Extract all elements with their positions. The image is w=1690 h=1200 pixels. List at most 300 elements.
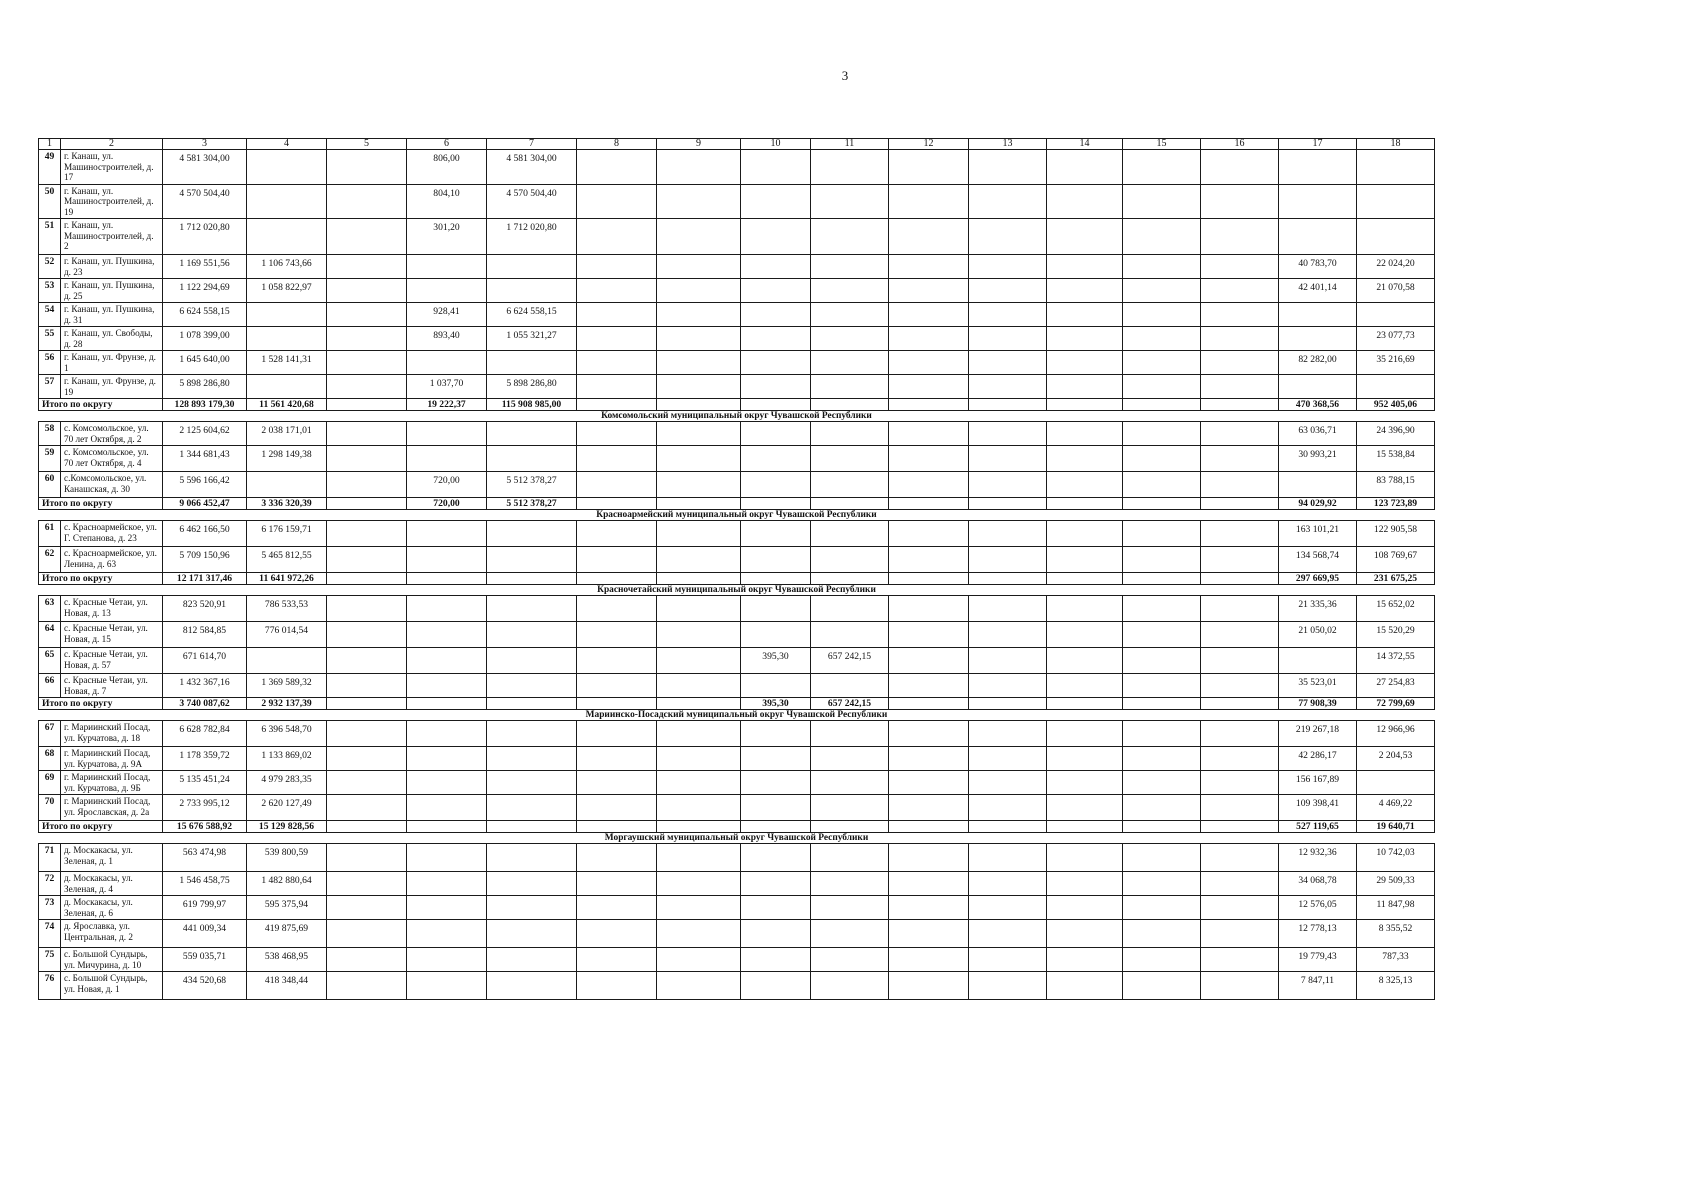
value-cell-col-16	[1201, 351, 1279, 375]
value-cell-col-6	[407, 596, 487, 622]
total-cell-col-5	[327, 498, 407, 510]
value-cell-col-11	[811, 375, 889, 399]
value-cell-col-6	[407, 521, 487, 547]
value-cell-col-6	[407, 422, 487, 446]
total-cell-col-13	[969, 698, 1047, 710]
address-cell: г. Канаш, ул. Свободы, д. 28	[61, 327, 163, 351]
total-cell-col-5	[327, 821, 407, 833]
row-number: 63	[39, 596, 61, 622]
total-cell-col-10	[741, 399, 811, 411]
value-cell-col-11	[811, 351, 889, 375]
total-cell-col-8	[577, 573, 657, 585]
value-cell-col-16	[1201, 547, 1279, 573]
address-cell: г. Мариинский Посад, ул. Курчатова, д. 18	[61, 721, 163, 747]
value-cell-col-3: 6 624 558,15	[163, 303, 247, 327]
value-cell-col-4: 1 133 869,02	[247, 747, 327, 771]
column-number: 13	[969, 139, 1047, 150]
value-cell-col-18: 29 509,33	[1357, 872, 1435, 896]
value-cell-col-17: 156 167,89	[1279, 771, 1357, 795]
value-cell-col-18: 8 355,52	[1357, 920, 1435, 948]
value-cell-col-6: 720,00	[407, 472, 487, 498]
value-cell-col-7	[487, 351, 577, 375]
row-number: 58	[39, 422, 61, 446]
address-cell: с. Комсомольское, ул. 70 лет Октября, д. 2	[61, 422, 163, 446]
value-cell-col-7	[487, 844, 577, 872]
address-cell: г. Канаш, ул. Машиностроителей, д. 17	[61, 150, 163, 185]
value-cell-col-11: 657 242,15	[811, 648, 889, 674]
value-cell-col-4: 539 800,59	[247, 844, 327, 872]
row-number: 64	[39, 622, 61, 648]
value-cell-col-16	[1201, 872, 1279, 896]
total-cell-col-8	[577, 821, 657, 833]
value-cell-col-10	[741, 472, 811, 498]
table-row	[39, 303, 1435, 327]
value-cell-col-7	[487, 422, 577, 446]
value-cell-col-5	[327, 674, 407, 698]
value-cell-col-3: 1 169 551,56	[163, 255, 247, 279]
value-cell-col-12	[889, 422, 969, 446]
row-number: 68	[39, 747, 61, 771]
value-cell-col-12	[889, 622, 969, 648]
value-cell-col-16	[1201, 303, 1279, 327]
value-cell-col-4: 786 533,53	[247, 596, 327, 622]
value-cell-col-7: 1 055 321,27	[487, 327, 577, 351]
value-cell-col-17: 40 783,70	[1279, 255, 1357, 279]
table-row	[39, 622, 1435, 648]
total-cell-col-11	[811, 498, 889, 510]
district-heading: Мариинско-Посадский муниципальный округ Чувашской Республики	[39, 710, 1435, 721]
value-cell-col-4: 1 528 141,31	[247, 351, 327, 375]
total-cell-col-10	[741, 498, 811, 510]
column-number: 4	[247, 139, 327, 150]
value-cell-col-4	[247, 327, 327, 351]
address-cell: с. Комсомольское, ул. 70 лет Октября, д. 4	[61, 446, 163, 472]
address-cell: г. Канаш, ул. Фрунзе, д. 1	[61, 351, 163, 375]
row-number: 55	[39, 327, 61, 351]
table-row	[39, 351, 1435, 375]
value-cell-col-14	[1047, 547, 1123, 573]
value-cell-col-17	[1279, 472, 1357, 498]
value-cell-col-14	[1047, 896, 1123, 920]
total-cell-col-7	[487, 698, 577, 710]
value-cell-col-17: 19 779,43	[1279, 948, 1357, 972]
value-cell-col-18: 15 652,02	[1357, 596, 1435, 622]
value-cell-col-15	[1123, 303, 1201, 327]
value-cell-col-7: 4 581 304,00	[487, 150, 577, 185]
address-cell: г. Канаш, ул. Машиностроителей, д. 2	[61, 219, 163, 255]
value-cell-col-6: 806,00	[407, 150, 487, 185]
value-cell-col-8	[577, 896, 657, 920]
value-cell-col-17: 163 101,21	[1279, 521, 1357, 547]
value-cell-col-15	[1123, 219, 1201, 255]
value-cell-col-7	[487, 795, 577, 821]
value-cell-col-11	[811, 303, 889, 327]
value-cell-col-17: 42 401,14	[1279, 279, 1357, 303]
value-cell-col-11	[811, 422, 889, 446]
value-cell-col-9	[657, 948, 741, 972]
value-cell-col-11	[811, 521, 889, 547]
total-cell-col-18: 231 675,25	[1357, 573, 1435, 585]
total-cell-col-3: 128 893 179,30	[163, 399, 247, 411]
value-cell-col-3: 812 584,85	[163, 622, 247, 648]
total-cell-col-16	[1201, 698, 1279, 710]
total-cell-col-5	[327, 698, 407, 710]
value-cell-col-11	[811, 327, 889, 351]
value-cell-col-18: 35 216,69	[1357, 351, 1435, 375]
value-cell-col-7	[487, 747, 577, 771]
value-cell-col-4: 776 014,54	[247, 622, 327, 648]
value-cell-col-7	[487, 896, 577, 920]
value-cell-col-4: 6 176 159,71	[247, 521, 327, 547]
value-cell-col-10	[741, 422, 811, 446]
value-cell-col-9	[657, 721, 741, 747]
value-cell-col-6	[407, 674, 487, 698]
value-cell-col-14	[1047, 747, 1123, 771]
value-cell-col-5	[327, 279, 407, 303]
table-row	[39, 184, 1435, 219]
value-cell-col-7: 6 624 558,15	[487, 303, 577, 327]
value-cell-col-17: 35 523,01	[1279, 674, 1357, 698]
value-cell-col-6: 301,20	[407, 219, 487, 255]
value-cell-col-4: 1 369 589,32	[247, 674, 327, 698]
value-cell-col-14	[1047, 255, 1123, 279]
value-cell-col-14	[1047, 596, 1123, 622]
total-label: Итого по округу	[39, 821, 163, 833]
value-cell-col-6	[407, 844, 487, 872]
total-cell-col-4: 2 932 137,39	[247, 698, 327, 710]
total-cell-col-11	[811, 399, 889, 411]
district-total-row	[39, 698, 1435, 710]
value-cell-col-12	[889, 771, 969, 795]
value-cell-col-12	[889, 279, 969, 303]
total-cell-col-6: 720,00	[407, 498, 487, 510]
table-row	[39, 219, 1435, 255]
row-number: 51	[39, 219, 61, 255]
value-cell-col-13	[969, 472, 1047, 498]
value-cell-col-6	[407, 771, 487, 795]
value-cell-col-6	[407, 622, 487, 648]
value-cell-col-15	[1123, 771, 1201, 795]
value-cell-col-17: 34 068,78	[1279, 872, 1357, 896]
address-cell: с. Красные Четаи, ул. Новая, д. 7	[61, 674, 163, 698]
total-cell-col-3: 15 676 588,92	[163, 821, 247, 833]
value-cell-col-14	[1047, 844, 1123, 872]
value-cell-col-3: 1 178 359,72	[163, 747, 247, 771]
total-cell-col-10	[741, 573, 811, 585]
value-cell-col-5	[327, 747, 407, 771]
total-cell-col-17: 77 908,39	[1279, 698, 1357, 710]
value-cell-col-18: 22 024,20	[1357, 255, 1435, 279]
value-cell-col-9	[657, 747, 741, 771]
value-cell-col-8	[577, 872, 657, 896]
total-cell-col-8	[577, 498, 657, 510]
value-cell-col-18	[1357, 184, 1435, 219]
value-cell-col-6	[407, 721, 487, 747]
value-cell-col-4: 1 482 880,64	[247, 872, 327, 896]
table-row	[39, 948, 1435, 972]
value-cell-col-8	[577, 622, 657, 648]
total-cell-col-12	[889, 821, 969, 833]
value-cell-col-6	[407, 255, 487, 279]
value-cell-col-11	[811, 674, 889, 698]
value-cell-col-17	[1279, 327, 1357, 351]
value-cell-col-13	[969, 219, 1047, 255]
value-cell-col-12	[889, 844, 969, 872]
value-cell-col-10	[741, 771, 811, 795]
value-cell-col-5	[327, 948, 407, 972]
value-cell-col-18: 12 966,96	[1357, 721, 1435, 747]
total-cell-col-12	[889, 573, 969, 585]
value-cell-col-6	[407, 547, 487, 573]
table-row	[39, 150, 1435, 185]
value-cell-col-11	[811, 446, 889, 472]
total-cell-col-13	[969, 399, 1047, 411]
total-cell-col-7	[487, 573, 577, 585]
table-row	[39, 896, 1435, 920]
total-cell-col-5	[327, 573, 407, 585]
value-cell-col-13	[969, 150, 1047, 185]
value-cell-col-5	[327, 150, 407, 185]
total-cell-col-11	[811, 573, 889, 585]
value-cell-col-17: 12 576,05	[1279, 896, 1357, 920]
total-cell-col-15	[1123, 698, 1201, 710]
value-cell-col-10	[741, 279, 811, 303]
value-cell-col-15	[1123, 721, 1201, 747]
address-cell: г. Канаш, ул. Пушкина, д. 25	[61, 279, 163, 303]
value-cell-col-15	[1123, 446, 1201, 472]
table-row	[39, 547, 1435, 573]
value-cell-col-16	[1201, 521, 1279, 547]
value-cell-col-6: 1 037,70	[407, 375, 487, 399]
value-cell-col-14	[1047, 648, 1123, 674]
value-cell-col-14	[1047, 184, 1123, 219]
value-cell-col-10	[741, 920, 811, 948]
value-cell-col-12	[889, 648, 969, 674]
value-cell-col-10	[741, 948, 811, 972]
value-cell-col-7: 1 712 020,80	[487, 219, 577, 255]
value-cell-col-3: 434 520,68	[163, 972, 247, 1000]
value-cell-col-14	[1047, 674, 1123, 698]
address-cell: с. Красные Четаи, ул. Новая, д. 15	[61, 622, 163, 648]
value-cell-col-11	[811, 150, 889, 185]
value-cell-col-9	[657, 303, 741, 327]
value-cell-col-10	[741, 747, 811, 771]
value-cell-col-9	[657, 596, 741, 622]
value-cell-col-8	[577, 648, 657, 674]
value-cell-col-13	[969, 184, 1047, 219]
row-number: 72	[39, 872, 61, 896]
value-cell-col-3: 1 078 399,00	[163, 327, 247, 351]
value-cell-col-3: 2 125 604,62	[163, 422, 247, 446]
address-cell: с. Красноармейское, ул. Г. Степанова, д. 23	[61, 521, 163, 547]
row-number: 65	[39, 648, 61, 674]
value-cell-col-11	[811, 771, 889, 795]
housing-repair-table	[38, 138, 1435, 1000]
value-cell-col-13	[969, 844, 1047, 872]
value-cell-col-9	[657, 279, 741, 303]
value-cell-col-15	[1123, 872, 1201, 896]
value-cell-col-16	[1201, 948, 1279, 972]
value-cell-col-9	[657, 351, 741, 375]
value-cell-col-18: 83 788,15	[1357, 472, 1435, 498]
district-heading: Красноармейский муниципальный округ Чувашской Республики	[39, 510, 1435, 521]
value-cell-col-18: 27 254,83	[1357, 674, 1435, 698]
value-cell-col-3: 5 709 150,96	[163, 547, 247, 573]
value-cell-col-14	[1047, 521, 1123, 547]
value-cell-col-8	[577, 303, 657, 327]
value-cell-col-15	[1123, 674, 1201, 698]
value-cell-col-17: 21 335,36	[1279, 596, 1357, 622]
total-cell-col-16	[1201, 399, 1279, 411]
value-cell-col-17: 109 398,41	[1279, 795, 1357, 821]
value-cell-col-12	[889, 596, 969, 622]
value-cell-col-14	[1047, 279, 1123, 303]
value-cell-col-15	[1123, 972, 1201, 1000]
value-cell-col-7: 5 512 378,27	[487, 472, 577, 498]
row-number: 67	[39, 721, 61, 747]
value-cell-col-16	[1201, 795, 1279, 821]
value-cell-col-17	[1279, 150, 1357, 185]
value-cell-col-8	[577, 747, 657, 771]
total-cell-col-15	[1123, 498, 1201, 510]
value-cell-col-15	[1123, 547, 1201, 573]
total-cell-col-18: 952 405,06	[1357, 399, 1435, 411]
value-cell-col-8	[577, 472, 657, 498]
value-cell-col-9	[657, 872, 741, 896]
value-cell-col-12	[889, 375, 969, 399]
value-cell-col-8	[577, 184, 657, 219]
value-cell-col-13	[969, 279, 1047, 303]
value-cell-col-5	[327, 303, 407, 327]
value-cell-col-12	[889, 721, 969, 747]
value-cell-col-14	[1047, 472, 1123, 498]
value-cell-col-7	[487, 648, 577, 674]
value-cell-col-8	[577, 521, 657, 547]
value-cell-col-15	[1123, 255, 1201, 279]
value-cell-col-17: 7 847,11	[1279, 972, 1357, 1000]
total-cell-col-14	[1047, 498, 1123, 510]
value-cell-col-10	[741, 872, 811, 896]
value-cell-col-17: 134 568,74	[1279, 547, 1357, 573]
value-cell-col-16	[1201, 896, 1279, 920]
value-cell-col-7	[487, 521, 577, 547]
row-number: 69	[39, 771, 61, 795]
value-cell-col-3: 6 462 166,50	[163, 521, 247, 547]
district-total-row	[39, 573, 1435, 585]
value-cell-col-10: 395,30	[741, 648, 811, 674]
value-cell-col-4	[247, 184, 327, 219]
value-cell-col-14	[1047, 872, 1123, 896]
value-cell-col-7: 5 898 286,80	[487, 375, 577, 399]
value-cell-col-13	[969, 872, 1047, 896]
total-cell-col-9	[657, 821, 741, 833]
value-cell-col-18	[1357, 375, 1435, 399]
column-number: 10	[741, 139, 811, 150]
total-cell-col-17: 527 119,65	[1279, 821, 1357, 833]
value-cell-col-8	[577, 327, 657, 351]
value-cell-col-11	[811, 795, 889, 821]
total-cell-col-15	[1123, 573, 1201, 585]
value-cell-col-13	[969, 972, 1047, 1000]
row-number: 74	[39, 920, 61, 948]
value-cell-col-12	[889, 674, 969, 698]
value-cell-col-14	[1047, 446, 1123, 472]
total-cell-col-9	[657, 698, 741, 710]
address-cell: г. Мариинский Посад, ул. Курчатова, д. 9А	[61, 747, 163, 771]
value-cell-col-5	[327, 327, 407, 351]
value-cell-col-14	[1047, 351, 1123, 375]
value-cell-col-11	[811, 972, 889, 1000]
value-cell-col-8	[577, 948, 657, 972]
value-cell-col-15	[1123, 795, 1201, 821]
column-number: 17	[1279, 139, 1357, 150]
row-number: 59	[39, 446, 61, 472]
total-cell-col-4: 11 641 972,26	[247, 573, 327, 585]
value-cell-col-18: 15 520,29	[1357, 622, 1435, 648]
value-cell-col-5	[327, 844, 407, 872]
address-cell: г. Канаш, ул. Пушкина, д. 23	[61, 255, 163, 279]
value-cell-col-15	[1123, 327, 1201, 351]
column-number: 9	[657, 139, 741, 150]
value-cell-col-18: 15 538,84	[1357, 446, 1435, 472]
value-cell-col-5	[327, 896, 407, 920]
total-cell-col-14	[1047, 573, 1123, 585]
value-cell-col-13	[969, 747, 1047, 771]
value-cell-col-17: 219 267,18	[1279, 721, 1357, 747]
total-cell-col-14	[1047, 821, 1123, 833]
value-cell-col-11	[811, 255, 889, 279]
total-cell-col-7: 115 908 985,00	[487, 399, 577, 411]
value-cell-col-15	[1123, 622, 1201, 648]
row-number: 60	[39, 472, 61, 498]
table-row	[39, 920, 1435, 948]
total-cell-col-13	[969, 821, 1047, 833]
value-cell-col-4: 2 038 171,01	[247, 422, 327, 446]
value-cell-col-9	[657, 472, 741, 498]
value-cell-col-16	[1201, 422, 1279, 446]
address-cell: с. Красноармейское, ул. Ленина, д. 63	[61, 547, 163, 573]
value-cell-col-8	[577, 279, 657, 303]
row-number: 52	[39, 255, 61, 279]
value-cell-col-11	[811, 747, 889, 771]
total-cell-col-11: 657 242,15	[811, 698, 889, 710]
value-cell-col-10	[741, 184, 811, 219]
value-cell-col-12	[889, 303, 969, 327]
value-cell-col-14	[1047, 795, 1123, 821]
column-number: 8	[577, 139, 657, 150]
value-cell-col-14	[1047, 771, 1123, 795]
value-cell-col-17: 63 036,71	[1279, 422, 1357, 446]
value-cell-col-8	[577, 219, 657, 255]
value-cell-col-15	[1123, 184, 1201, 219]
row-number: 75	[39, 948, 61, 972]
value-cell-col-18: 108 769,67	[1357, 547, 1435, 573]
total-cell-col-13	[969, 498, 1047, 510]
table-row	[39, 422, 1435, 446]
address-cell: д. Москакасы, ул. Зеленая, д. 1	[61, 844, 163, 872]
value-cell-col-15	[1123, 896, 1201, 920]
value-cell-col-7	[487, 721, 577, 747]
value-cell-col-6	[407, 972, 487, 1000]
total-cell-col-5	[327, 399, 407, 411]
value-cell-col-10	[741, 327, 811, 351]
row-number: 57	[39, 375, 61, 399]
value-cell-col-14	[1047, 219, 1123, 255]
value-cell-col-7	[487, 622, 577, 648]
value-cell-col-6	[407, 872, 487, 896]
value-cell-col-3: 559 035,71	[163, 948, 247, 972]
column-number: 2	[61, 139, 163, 150]
